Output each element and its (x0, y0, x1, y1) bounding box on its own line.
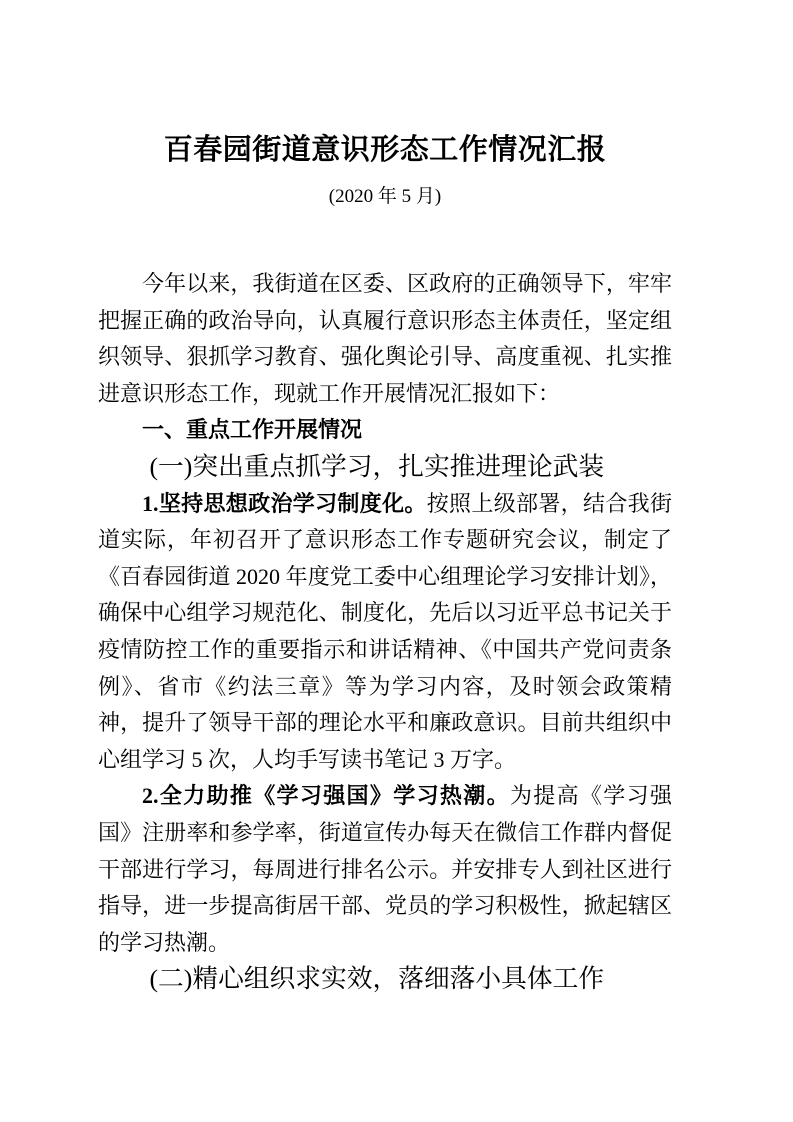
document-title: 百春园街道意识形态工作情况汇报 (163, 134, 607, 166)
subsection-1-heading: (一)突出重点抓学习，扎实推进理论武装 (149, 451, 605, 481)
numbered-paragraph-2-lead: 2.全力助推《学习强国》学习热潮。 (142, 783, 510, 809)
subsection-2-heading: (二)精心组织求实效，落细落小具体工作 (149, 964, 605, 994)
numbered-paragraph-1 (98, 486, 672, 779)
numbered-paragraph-2-text: 为提高《学习强国》注册率和参学率，街道宣传办每天在微信工作群内督促干部进行学习，每周进行排名公示。并安排专人到社区进行指导，进一步提高街居干部、党员的学习积极性，掀起辖区的学习热潮。 (98, 783, 672, 955)
numbered-paragraph-2 (98, 778, 672, 961)
numbered-paragraph-1-lead: 1.坚持思想政治学习制度化。 (142, 490, 427, 516)
intro-paragraph: 今年以来，我街道在区委、区政府的正确领导下，牢牢把握正确的政治导向，认真履行意识形态主体责任，坚定组织领导、狠抓学习教育、强化舆论引导、高度重视、扎实推进意识形态工作，现就工作开展情况汇报如下： (98, 271, 672, 406)
document-date-line: (2020 年 5 月) (328, 186, 442, 207)
section-1-heading: 一、重点工作开展情况 (142, 417, 363, 443)
numbered-paragraph-1-text: 按照上级部署，结合我街道实际，年初召开了意识形态工作专题研究会议，制定了《百春园街道 2020 年度党工委中心组理论学习安排计划》，确保中心组学习规范化、制度化，先后以习近平总书记关于疫情防控工作的重要指示和讲话精神、《中国共产党问责条例》、省市《约法三章》等为学习内容，及时领会政策精神，提升了领导干部的理论水平和廉政意识。目前共组织中心组学习 5 次，人均手写读书笔记 3 万字。 (98, 490, 672, 772)
document-body (98, 266, 672, 998)
